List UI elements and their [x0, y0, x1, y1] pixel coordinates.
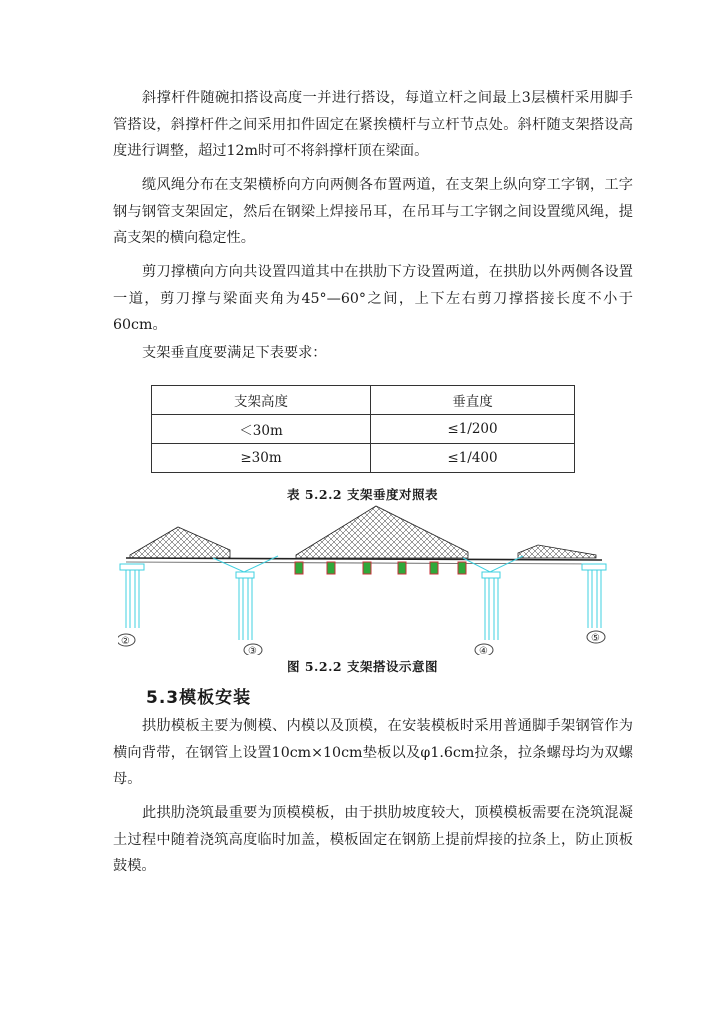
- table-header: 支架高度: [152, 386, 371, 415]
- axis-label-3: ③: [248, 646, 257, 655]
- paragraph-top-formwork: 此拱肋浇筑最重要为顶模模板，由于拱肋坡度较大，顶模模板需要在浇筑混凝土过程中随着浇筑高度临时加盖，模板固定在钢筋上提前焊接的拉条上，防止顶板鼓模。: [113, 805, 633, 875]
- table-cell: ≤1/400: [371, 444, 575, 473]
- table-cell: ≥30m: [152, 444, 371, 473]
- pier-right-main: [463, 556, 523, 640]
- table-header: 垂直度: [371, 386, 575, 415]
- pier-left-main: [213, 556, 278, 640]
- truss-center: [296, 506, 468, 558]
- paragraph-formwork: 拱肋模板主要为侧模、内模以及顶模，在安装模板时采用普通脚手架钢管作为横向背带，在钢管上设置10cm×10cm垫板以及φ1.6cm拉条，拉条螺母均为双螺母。: [113, 718, 633, 788]
- paragraph-diagonal-brace: 斜撑杆件随碗扣搭设高度一并进行搭设，每道立杆之间最上3层横杆采用脚手管搭设，斜撑杆件之间采用扣件固定在紧挨横杆与立杆节点处。斜杆随支架搭设高度进行调整，超过12m时可不将斜撑杆顶在梁面。: [113, 90, 633, 160]
- table-caption: 表 5.2.2 支架垂度对照表: [286, 487, 438, 502]
- axis-label-5: ⑤: [591, 633, 600, 644]
- temporary-supports: [295, 562, 466, 574]
- scaffold-diagram: [118, 500, 608, 655]
- table-cell: ＜30m: [152, 415, 371, 444]
- paragraph-scissor-brace: 剪刀撑横向方向共设置四道其中在拱肋下方设置两道，在拱肋以外两侧各设置一道，剪刀撑与梁面夹角为45°—60°之间，上下左右剪刀撑搭接长度不小于60cm。: [113, 264, 633, 334]
- table-row: [152, 444, 575, 473]
- pier-right-edge: [582, 564, 606, 628]
- table-row: [152, 415, 575, 444]
- table-header-row: [152, 386, 575, 415]
- paragraph-verticality-intro: 支架垂直度要满足下表要求：: [142, 345, 327, 361]
- table-cell: ≤1/200: [371, 415, 575, 444]
- figure-caption: 图 5.2.2 支架搭设示意图: [286, 659, 438, 674]
- truss-left: [130, 527, 230, 558]
- pier-left-edge: [120, 564, 144, 628]
- paragraph-guy-rope: 缆风绳分布在支架横桥向方向两侧各布置两道，在支架上纵向穿工字钢，工字钢与钢管支架固定，然后在钢梁上焊接吊耳，在吊耳与工字钢之间设置缆风绳，提高支架的横向稳定性。: [113, 177, 633, 247]
- truss-right: [518, 545, 596, 558]
- section-heading: 5.3模板安装: [146, 688, 252, 708]
- axis-label-2: ②: [121, 636, 130, 647]
- verticality-table: [151, 385, 575, 473]
- axis-label-4: ④: [479, 646, 488, 655]
